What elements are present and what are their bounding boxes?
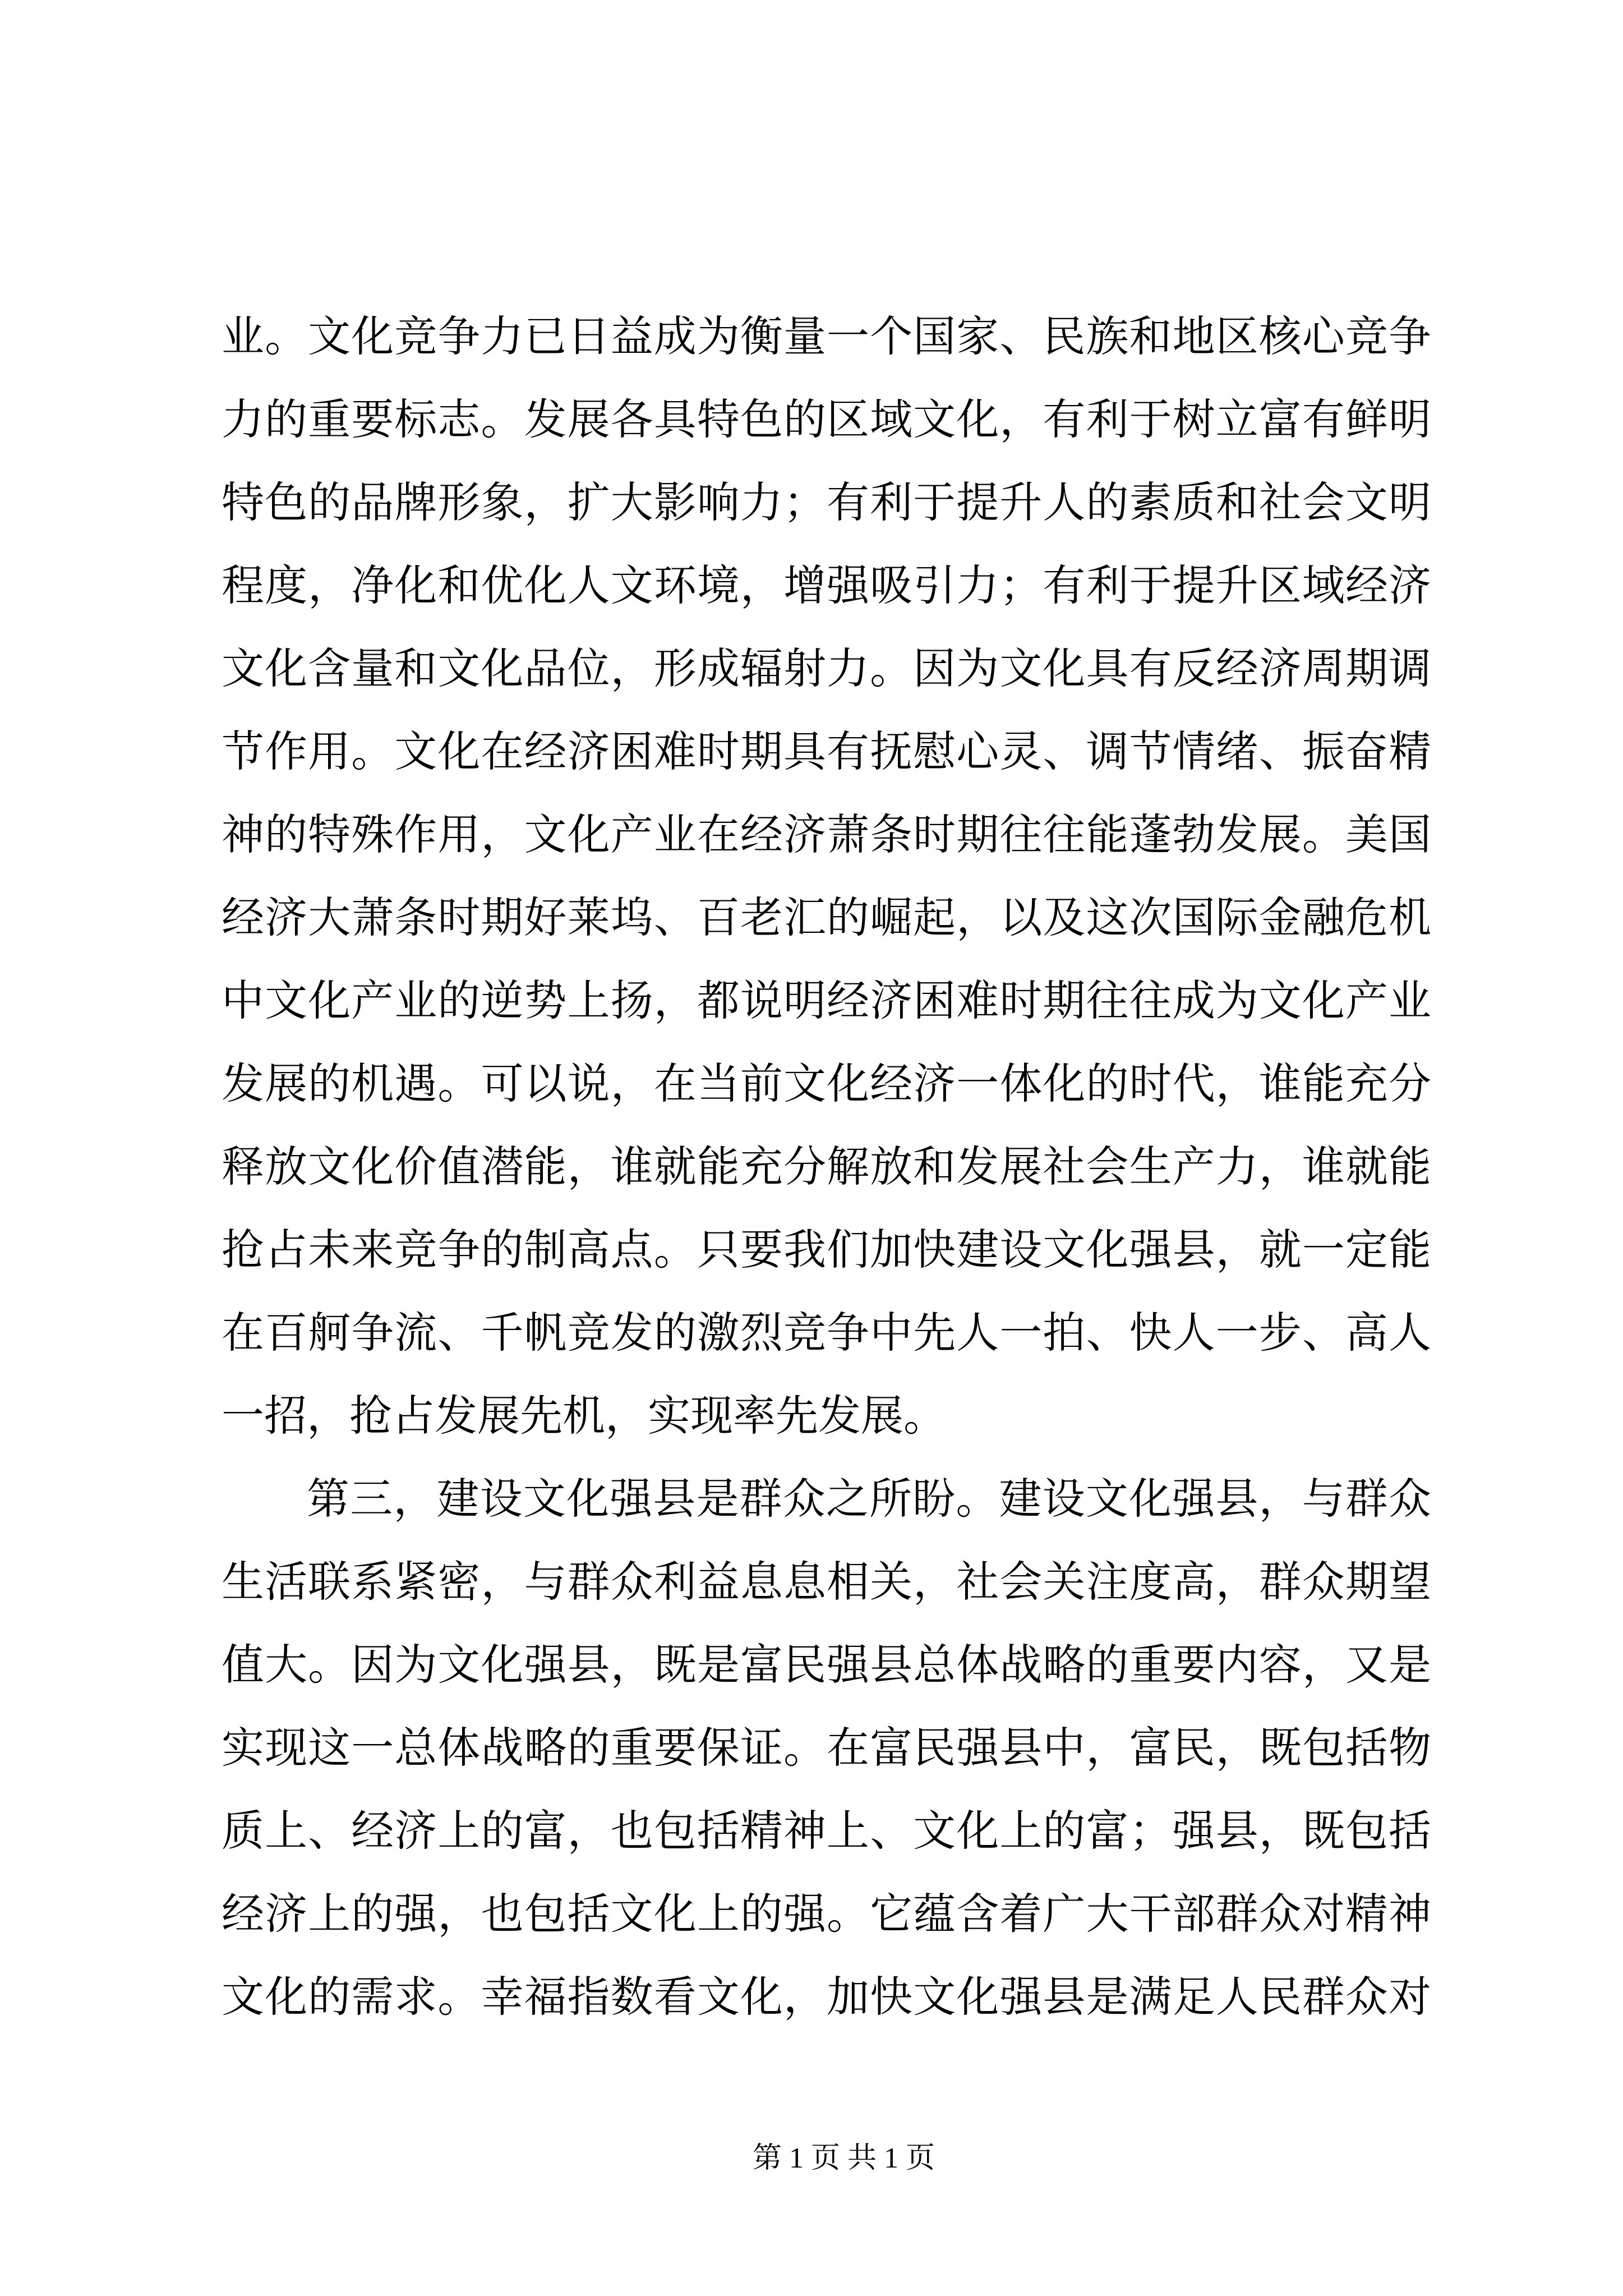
page-number-footer: 第 1 页 共 1 页 — [753, 2142, 935, 2174]
text-line: 值大。因为文化强县，既是富民强县总体战略的重要内容，又是 — [222, 1640, 1431, 1690]
text-line: 节作用。文化在经济困难时期具有抚慰心灵、调节情绪、振奋精 — [222, 726, 1431, 776]
text-line: 质上、经济上的富，也包括精神上、文化上的富；强县，既包括 — [222, 1806, 1431, 1856]
paragraph-2 — [222, 1457, 1431, 2039]
paragraph-1 — [222, 295, 1431, 1457]
text-line: 第三，建设文化强县是群众之所盼。建设文化强县，与群众 — [307, 1474, 1431, 1524]
text-line: 业。文化竞争力已日益成为衡量一个国家、民族和地区核心竞争 — [222, 311, 1431, 361]
text-line: 特色的品牌形象，扩大影响力；有利于提升人的素质和社会文明 — [222, 477, 1431, 527]
text-line: 发展的机遇。可以说，在当前文化经济一体化的时代，谁能充分 — [222, 1059, 1431, 1108]
text-line: 生活联系紧密，与群众利益息息相关，社会关注度高，群众期望 — [222, 1557, 1431, 1607]
text-line: 文化含量和文化品位，形成辐射力。因为文化具有反经济周期调 — [222, 643, 1431, 693]
text-line: 一招，抢占发展先机，实现率先发展。 — [222, 1391, 946, 1441]
text-line: 中文化产业的逆势上扬，都说明经济困难时期往往成为文化产业 — [222, 976, 1431, 1025]
text-line: 神的特殊作用，文化产业在经济萧条时期往往能蓬勃发展。美国 — [222, 809, 1431, 859]
text-line: 文化的需求。幸福指数看文化，加快文化强县是满足人民群众对 — [222, 1972, 1431, 2022]
text-line: 经济上的强，也包括文化上的强。它蕴含着广大干部群众对精神 — [222, 1889, 1431, 1939]
text-line: 抢占未来竞争的制高点。只要我们加快建设文化强县，就一定能 — [222, 1225, 1431, 1274]
text-line: 实现这一总体战略的重要保证。在富民强县中，富民，既包括物 — [222, 1723, 1431, 1773]
text-line: 在百舸争流、千帆竞发的激烈竞争中先人一拍、快人一步、高人 — [222, 1308, 1431, 1358]
body-text — [222, 295, 1431, 2039]
text-line: 力的重要标志。发展各具特色的区域文化，有利于树立富有鲜明 — [222, 394, 1431, 444]
text-line: 程度，净化和优化人文环境，增强吸引力；有利于提升区域经济 — [222, 560, 1431, 610]
text-line: 释放文化价值潜能，谁就能充分解放和发展社会生产力，谁就能 — [222, 1142, 1431, 1191]
text-line: 经济大萧条时期好莱坞、百老汇的崛起，以及这次国际金融危机 — [222, 892, 1431, 942]
